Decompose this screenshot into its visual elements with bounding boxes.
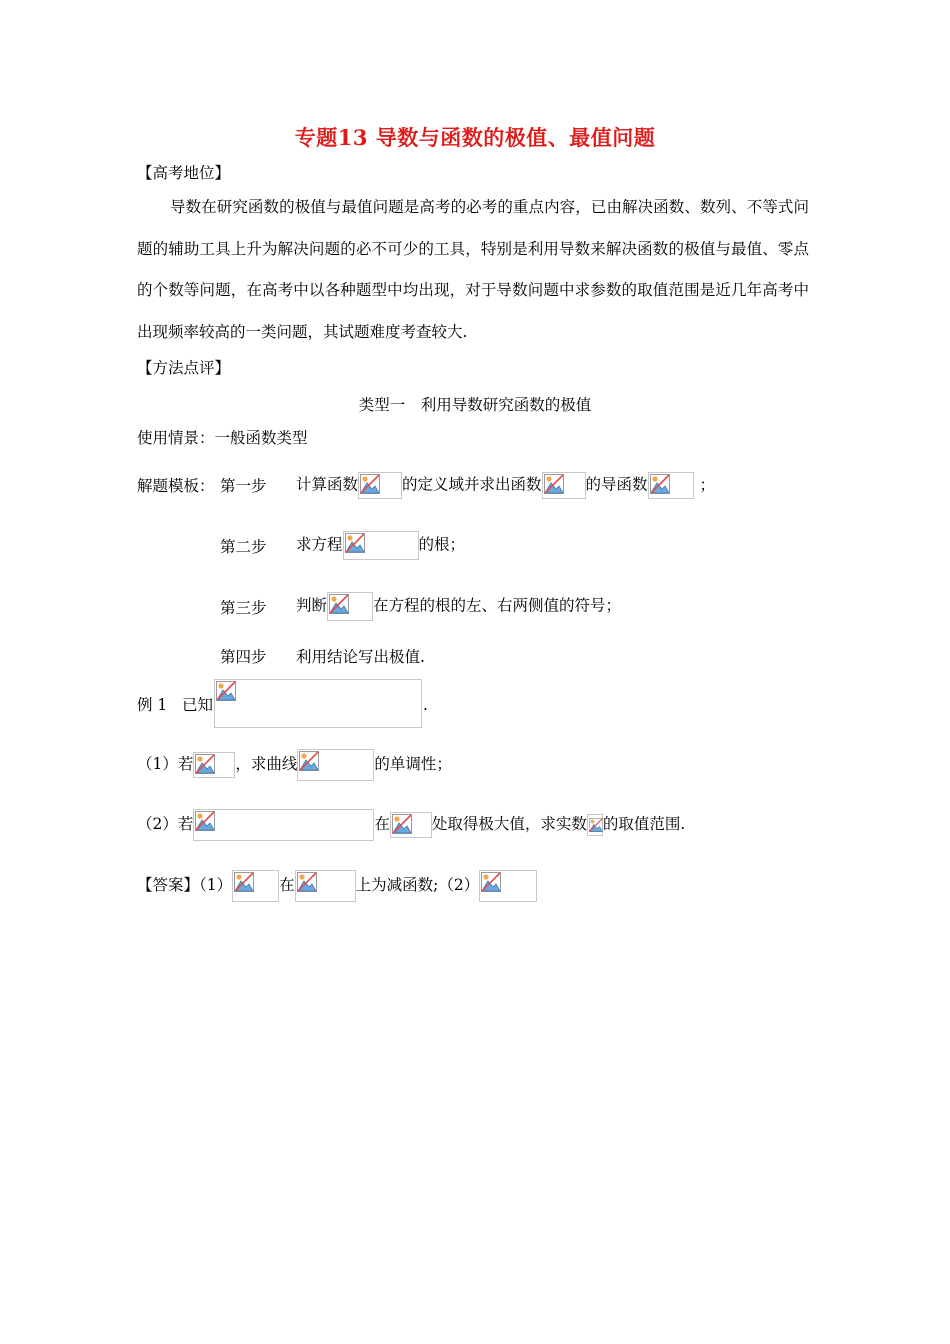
answer-label: 【答案】: [137, 876, 200, 894]
broken-image-icon: [392, 814, 412, 834]
broken-image-icon: [329, 594, 349, 614]
q2-label: （2）若: [137, 815, 194, 833]
formula-image-7: [193, 752, 235, 778]
broken-image-icon: [345, 533, 365, 553]
question-2: [137, 809, 685, 841]
step3-text-a: 判断: [296, 596, 328, 615]
broken-image-icon: [216, 681, 236, 701]
q2-text-b: 在: [374, 815, 390, 833]
step2-label: 第二步: [220, 538, 267, 556]
intro-paragraph: 导数在研究函数的极值与最值问题是高考的必考的重点内容，已由解决函数、数列、不等式问题的辅助工具上升为解决问题的必不可少的工具，特别是利用导数来解决函数的极值与最值、零点的个数等问题，在高考中以各种题型中均出现，对于导数问题中求参数的取值范围是近几年高考中出现频率较高的一类问题，其试题难度考查较大.: [137, 198, 809, 341]
formula-image-5: [327, 592, 373, 621]
page-title: 专题13 导数与函数的极值、最值问题: [294, 125, 656, 150]
step1-text-d: ；: [699, 475, 716, 494]
answer-text-c: 上为减函数;: [355, 876, 439, 894]
step1-content: [296, 472, 715, 499]
step2-text-a: 求方程: [296, 535, 343, 554]
step2-content: [296, 531, 465, 560]
broken-image-icon: [234, 872, 254, 892]
q1-text-c: 的单调性；: [374, 755, 452, 773]
step1-text-b: 的定义域并求出函数: [402, 475, 542, 494]
step2-text-b: 的根；: [418, 535, 466, 554]
formula-image-8: [297, 749, 374, 781]
formula-image-11: [587, 814, 603, 836]
broken-image-icon: [481, 872, 501, 892]
broken-image-icon: [544, 474, 564, 494]
formula-image-4: [343, 531, 419, 560]
step3-content: [296, 592, 621, 621]
step3-text-b: 在方程的根的左、右两侧值的符号；: [373, 596, 622, 615]
broken-image-icon: [650, 474, 670, 494]
example-text-a: 已知: [182, 696, 214, 714]
formula-image-2: [542, 472, 586, 499]
formula-image-12: [232, 870, 279, 902]
broken-image-icon: [360, 474, 380, 494]
answer-text-b: 在: [279, 876, 295, 894]
broken-image-icon: [195, 754, 215, 774]
broken-image-icon: [589, 816, 603, 834]
formula-image-14: [479, 870, 537, 902]
answer-part2-label: （2）: [438, 876, 480, 894]
q2-text-d: 的取值范围.: [602, 815, 686, 833]
answer-line: [137, 870, 537, 902]
step3-label: 第三步: [220, 599, 267, 617]
broken-image-icon: [299, 751, 319, 771]
formula-image-6: [214, 679, 422, 728]
section-heading-method: 【方法点评】: [137, 359, 231, 377]
question-1: [137, 749, 452, 781]
usage-text: 使用情景：一般函数类型: [137, 429, 308, 447]
formula-image-3: [648, 472, 694, 499]
broken-image-icon: [297, 872, 317, 892]
example-label: 例 1: [137, 696, 168, 714]
step1-text-c: 的导函数: [585, 475, 648, 494]
step1-text-a: 计算函数: [296, 475, 359, 494]
step4-text: 利用结论写出极值.: [296, 648, 425, 666]
template-label: 解题模板：: [137, 477, 215, 495]
broken-image-icon: [195, 811, 215, 831]
q1-label: （1）若: [137, 755, 194, 773]
formula-image-1: [358, 472, 402, 499]
section-heading-position: 【高考地位】: [137, 164, 231, 182]
q1-text-b: ，求曲线: [235, 755, 298, 773]
answer-part1-label: （1）: [199, 876, 233, 894]
type-heading: 类型一 利用导数研究函数的极值: [358, 396, 592, 414]
example-text-end: .: [423, 696, 428, 714]
formula-image-10: [390, 812, 432, 838]
formula-image-13: [295, 870, 356, 902]
formula-image-9: [193, 809, 374, 841]
q2-text-c: 处取得极大值，求实数: [431, 815, 587, 833]
step4-label: 第四步: [220, 648, 267, 666]
step1-label: 第一步: [220, 477, 267, 495]
